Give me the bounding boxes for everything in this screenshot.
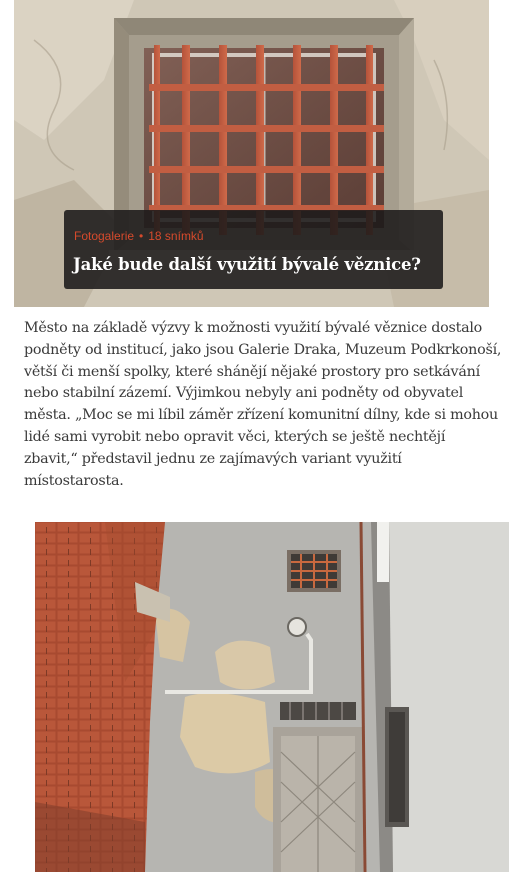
- gallery-photo-count: 18 snímků: [148, 229, 204, 243]
- gallery-caption[interactable]: [64, 210, 443, 289]
- bullet-dot-icon: •: [139, 229, 144, 243]
- gallery-meta: [74, 229, 204, 243]
- courtyard-photo[interactable]: [35, 522, 509, 872]
- gallery-photo[interactable]: [14, 0, 489, 307]
- gallery-category[interactable]: Fotogalerie: [74, 229, 135, 243]
- prison-courtyard-image: [35, 522, 509, 872]
- gallery-title[interactable]: Jaké bude další využití bývalé věznice?: [73, 255, 421, 274]
- article-body: [24, 318, 502, 492]
- article-paragraph: Město na základě výzvy k možnosti využití bývalé věznice dostalo podněty od institucí, jako jsou Galerie Draka, Muzeum Podkrkonoší, větší či menší spolky, které shánějí nějaké prostory pro setkávání nebo stabilní zázemí. Výjimkou nebyly ani podněty od obyvatel města. „Moc se mi líbil záměr zřízení komunitní dílny, kde si mohou lidé sami vyrobit nebo opravit věci, kterých se ještě nechtějí zbavit,“ představil jednu ze zajímavých variant využití místostarosta.: [24, 320, 502, 489]
